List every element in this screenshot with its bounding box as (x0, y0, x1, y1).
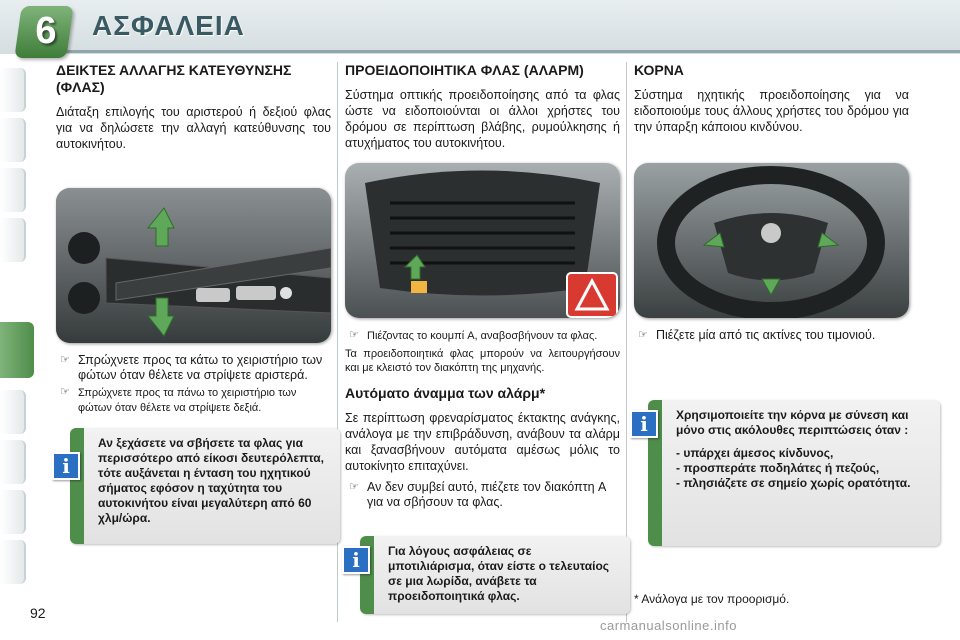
side-tab-active[interactable] (0, 322, 34, 378)
instruction-list (56, 353, 331, 415)
hazard-button-photo (345, 163, 620, 318)
header-rule (60, 50, 960, 53)
section-heading: ΠΡΟΕΙΔΟΠΟΙΗΤΙΚΑ ΦΛΑΣ (ΑΛΑΡΜ) (345, 62, 584, 78)
dashboard-illustration (345, 163, 620, 318)
side-tab[interactable] (0, 218, 26, 262)
list-item: - πλησιάζετε σε σημείο χωρίς ορατότητα. (676, 476, 911, 490)
side-tab[interactable] (0, 390, 26, 434)
info-icon: i (630, 410, 658, 438)
turn-signal-stalk-photo (56, 188, 331, 343)
subsection-heading: Αυτόματο άναμμα των αλάρμ* (345, 385, 546, 401)
instruction-list (634, 328, 909, 343)
info-box-horn: Χρησιμοποιείτε την κόρνα με σύνεση και μόνο στις ακόλουθες περιπτώσεις όταν : - υπάρχει άμεσος κίνδυνος, - προσπεράτε ποδηλάτες ή πεζούς, - πλησιάζετε σε σημείο χωρίς ορατότητα. (648, 400, 940, 546)
column-turn-signals (56, 62, 331, 417)
watermark: carmanualsonline.info (600, 618, 737, 633)
section-intro: Σύστημα οπτικής προειδοποίησης από τα φλας ώστε να ειδοποιούνται οι άλλοι χρήστες του δρόμου σε περίπτωση βλάβης, ρυμούλκησης ή ατυχήματος του αυτοκινήτου. (345, 88, 620, 150)
side-tab[interactable] (0, 490, 26, 534)
list-item: ☞ Αν δεν συμβεί αυτό, πιέζετε τον διακόπτη A για να σβήσουν τα φλας. (349, 480, 606, 509)
list-item: ☞ Πιέζοντας το κουμπί A, αναβοσβήνουν τα φλας. (349, 329, 598, 342)
instruction-list (345, 328, 620, 343)
section-heading: ΚΟΡΝΑ (634, 62, 684, 78)
pointer-icon: ☞ (60, 354, 70, 366)
steering-wheel-illustration (634, 163, 909, 318)
auto-hazard-text: Σε περίπτωση φρεναρίσματος έκτακτης ανάγκης, ανάλογα με την επιβράδυνση, ανάβουν τα αλάρμ και ξανασβήνουν αυτόματα αμέσως μόλις το αυτοκίνητο επιταχύνει. (345, 411, 620, 473)
side-tab[interactable] (0, 168, 26, 212)
info-box-hazard: Για λόγους ασφάλειας σε μποτιλιάρισμα, όταν είστε ο τελευταίος σε μια λωρίδα, ανάβετε τα προειδοποιητικά φλας. (360, 536, 630, 614)
side-tab[interactable] (0, 118, 26, 162)
info-icon: i (52, 452, 80, 480)
instruction-list (345, 480, 620, 510)
pointer-icon: ☞ (349, 481, 359, 493)
side-tab[interactable] (0, 440, 26, 484)
list-item: ☞ Πιέζετε μία από τις ακτίνες του τιμονιού. (638, 328, 876, 342)
page-title: ΑΣΦΑΛΕΙΑ (92, 10, 245, 41)
list-item: - προσπεράτε ποδηλάτες ή πεζούς, (676, 461, 880, 475)
note-text: Τα προειδοποιητικά φλας μπορούν να λειτουργήσουν και με κλειστό τον διακόπτη της μηχανής. (345, 348, 620, 374)
column-hazard-lights (345, 62, 620, 512)
pointer-icon: ☞ (638, 329, 648, 341)
pointer-icon: ☞ (349, 329, 359, 341)
stalk-illustration (56, 188, 331, 343)
side-tab[interactable] (0, 540, 26, 584)
section-intro: Διάταξη επιλογής του αριστερού ή δεξιού φλας για να δηλώσετε την αλλαγή κατεύθυνσης του αυτοκινήτου. (56, 105, 331, 151)
page-number: 92 (30, 605, 46, 621)
chapter-side-tabs (0, 60, 26, 620)
list-item: ☞ Σπρώχνετε προς τα κάτω το χειριστήριο των φώτων όταν θέλετε να στρίψετε αριστερά. (60, 353, 323, 382)
chapter-number: 6 (35, 10, 57, 52)
column-horn (634, 62, 909, 345)
pointer-icon: ☞ (60, 386, 70, 398)
steering-wheel-photo (634, 163, 909, 318)
list-item: ☞ Σπρώχνετε προς τα πάνω το χειριστήριο των φώτων όταν θέλετε να στρίψετε δεξιά. (60, 386, 297, 414)
section-intro: Σύστημα ηχητικής προειδοποίησης για να ειδοποιούμε τους άλλους χρήστες του δρόμου για την ύπαρξη κάποιου κινδύνου. (634, 88, 909, 134)
side-tab[interactable] (0, 68, 26, 112)
info-box-turn-signals: Αν ξεχάσετε να σβήσετε τα φλας για περισσότερο από είκοσι δευτερόλεπτα, τότε αυξάνεται η ένταση του ηχητικού σήματος εφόσον η ταχύτητα του αυτοκινήτου είναι μεγαλύτερη από 60 χλμ/ώρα. (70, 428, 340, 544)
list-item: - υπάρχει άμεσος κίνδυνος, (676, 446, 834, 460)
section-heading: ΔΕΙΚΤΕΣ ΑΛΛΑΓΗΣ ΚΑΤΕΥΘΥΝΣΗΣ (ΦΛΑΣ) (56, 62, 292, 95)
footnote: * Ανάλογα με τον προορισμό. (634, 592, 790, 606)
info-icon: i (342, 546, 370, 574)
